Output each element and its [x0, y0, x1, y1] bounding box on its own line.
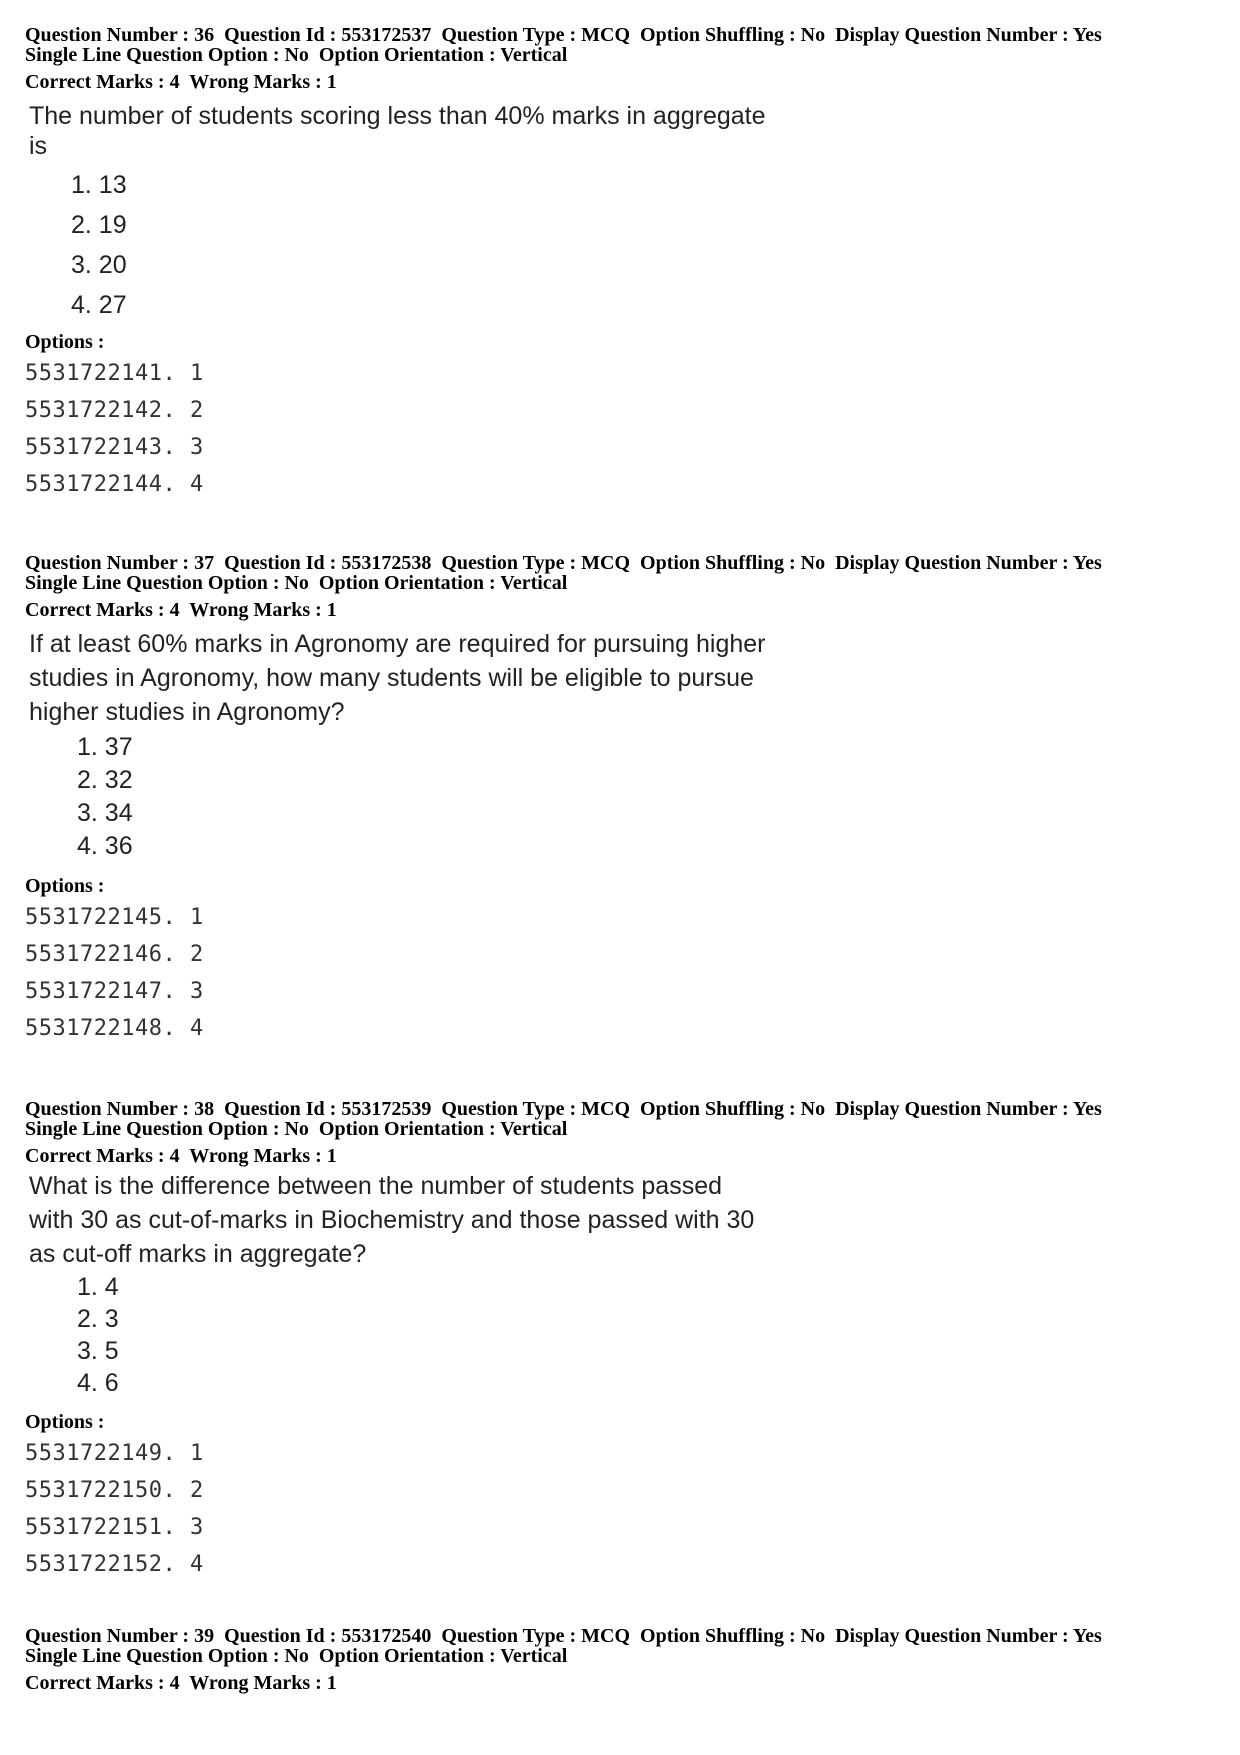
answer-choice: 3. 5 [77, 1337, 119, 1365]
question-text [29, 101, 1215, 161]
answer-choice: 3. 34 [77, 799, 133, 827]
answer-choice: 2. 3 [77, 1305, 119, 1333]
marks-line: Correct Marks : 4 Wrong Marks : 1 [25, 599, 337, 621]
question-block-37 [25, 553, 1215, 1047]
options-label: Options : [25, 875, 105, 897]
question-text-line: with 30 as cut-of-marks in Biochemistry and those passed with 30 [29, 1206, 755, 1234]
question-text-line: as cut-off marks in aggregate? [29, 1240, 367, 1268]
answer-choice: 1. 4 [77, 1273, 119, 1301]
answer-choice: 2. 32 [77, 766, 133, 794]
answer-choice: 1. 13 [71, 171, 127, 199]
question-meta-line: Single Line Question Option : No Option Orientation : Vertical [25, 44, 568, 66]
answer-choice: 4. 27 [71, 291, 127, 319]
answer-choice: 3. 20 [71, 251, 127, 279]
question-meta-line: Single Line Question Option : No Option Orientation : Vertical [25, 1645, 568, 1667]
question-block-36 [25, 25, 1215, 503]
answer-choice: 4. 6 [77, 1369, 119, 1397]
option-id: 5531722143. 3 [25, 435, 204, 460]
question-meta-line: Question Number : 39 Question Id : 553172540 Question Type : MCQ Option Shuffling : No Display Question Number : Yes [25, 1625, 1102, 1647]
answer-choice: 4. 36 [77, 832, 133, 860]
option-id: 5531722141. 1 [25, 361, 204, 386]
marks-line: Correct Marks : 4 Wrong Marks : 1 [25, 1145, 337, 1167]
question-text-line: higher studies in Agronomy? [29, 698, 345, 726]
marks-line: Correct Marks : 4 Wrong Marks : 1 [25, 71, 337, 93]
question-text-line: What is the difference between the number of students passed [29, 1172, 723, 1200]
option-id: 5531722145. 1 [25, 905, 204, 930]
option-id: 5531722146. 2 [25, 942, 204, 967]
answer-choices [25, 731, 1215, 863]
option-id: 5531722150. 2 [25, 1478, 204, 1503]
answer-choice: 2. 19 [71, 211, 127, 239]
question-block-39 [25, 1626, 1215, 1694]
question-meta-line: Question Number : 36 Question Id : 553172537 Question Type : MCQ Option Shuffling : No Display Question Number : Yes [25, 24, 1102, 46]
question-meta-line: Question Number : 38 Question Id : 553172539 Question Type : MCQ Option Shuffling : No Display Question Number : Yes [25, 1098, 1102, 1120]
answer-choices [25, 1271, 1215, 1399]
question-text-line: If at least 60% marks in Agronomy are required for pursuing higher [29, 630, 766, 658]
question-block-38 [25, 1099, 1215, 1583]
option-id: 5531722148. 4 [25, 1016, 204, 1041]
question-meta-line: Question Number : 37 Question Id : 553172538 Question Type : MCQ Option Shuffling : No Display Question Number : Yes [25, 552, 1102, 574]
question-text-line: is [29, 132, 48, 160]
option-id: 5531722142. 2 [25, 398, 204, 423]
question-text-line: studies in Agronomy, how many students will be eligible to pursue [29, 664, 754, 692]
question-text [29, 627, 1215, 729]
option-id: 5531722151. 3 [25, 1515, 204, 1540]
option-id: 5531722149. 1 [25, 1441, 204, 1466]
options-label: Options : [25, 1411, 105, 1433]
option-id: 5531722152. 4 [25, 1552, 204, 1577]
answer-choices [25, 165, 1215, 325]
option-id: 5531722144. 4 [25, 472, 204, 497]
question-meta-line: Single Line Question Option : No Option Orientation : Vertical [25, 572, 568, 594]
option-id: 5531722147. 3 [25, 979, 204, 1004]
question-meta-line: Single Line Question Option : No Option Orientation : Vertical [25, 1118, 568, 1140]
question-text [29, 1169, 1215, 1271]
marks-line: Correct Marks : 4 Wrong Marks : 1 [25, 1672, 337, 1694]
answer-choice: 1. 37 [77, 733, 133, 761]
options-label: Options : [25, 331, 105, 353]
question-text-line: The number of students scoring less than 40% marks in aggregate [29, 102, 766, 130]
